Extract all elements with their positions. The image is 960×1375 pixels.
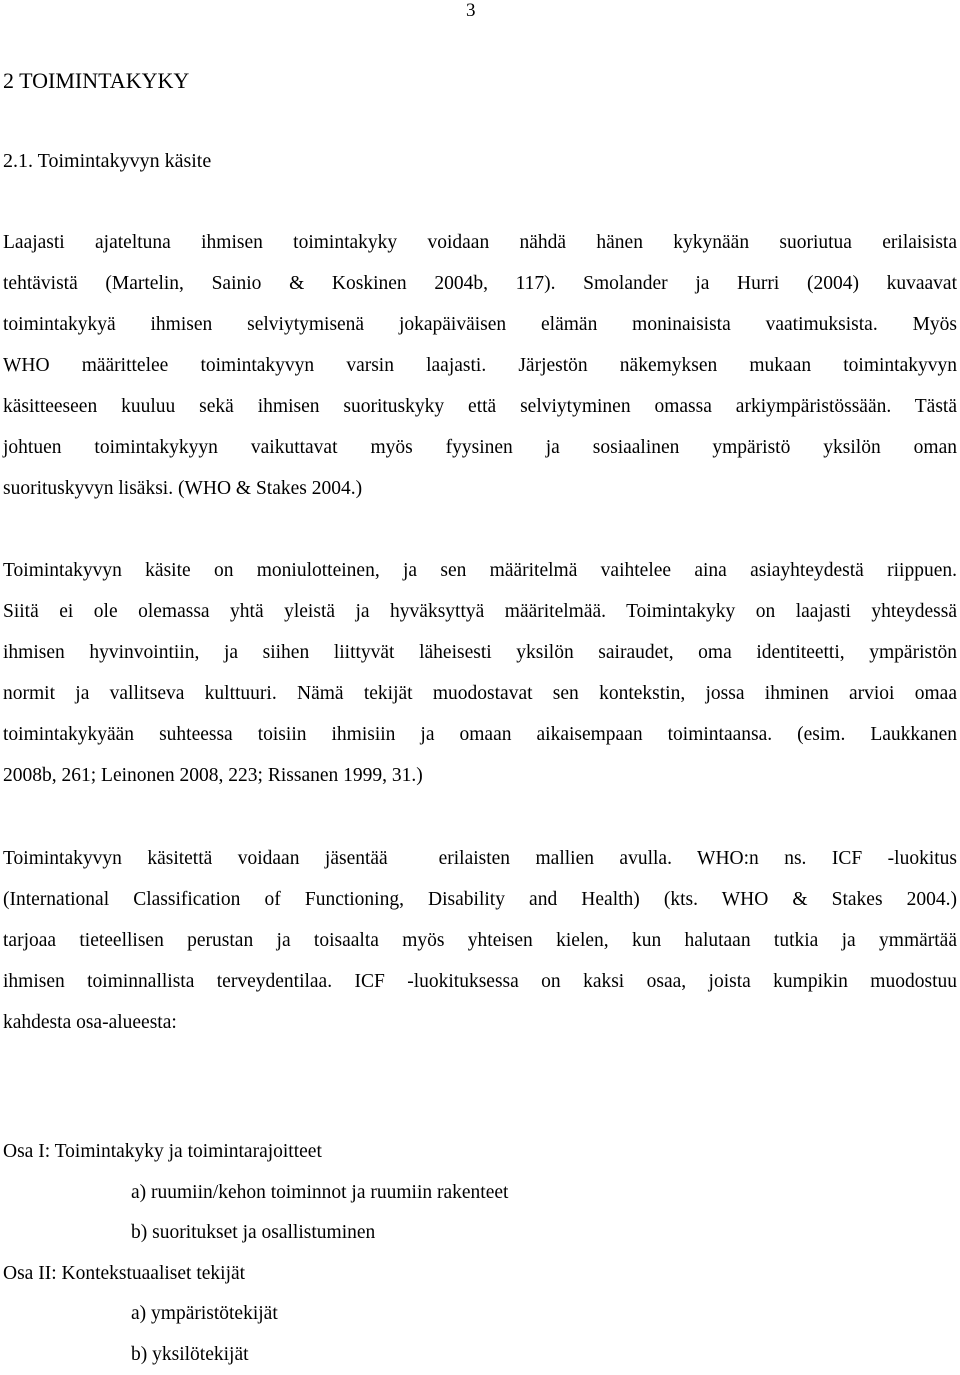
paragraph-line: Laajasti ajateltuna ihmisen toimintakyky voidaan nähdä hänen kykynään suoriutua erilaisista xyxy=(3,222,957,263)
paragraph-line: johtuen toimintakykyyn vaikuttavat myös fyysinen ja sosiaalinen ympäristö yksilön oman xyxy=(3,427,957,468)
paragraph-line: ihmisen toiminnallista terveydentilaa. ICF -luokituksessa on kaksi osaa, joista kumpikin muodostuu xyxy=(3,961,957,1002)
paragraph-line: 2008b, 261; Leinonen 2008, 223; Rissanen 1999, 31.) xyxy=(3,755,957,796)
paragraph-3 xyxy=(3,838,957,1043)
list-item-part-1: Osa I: Toimintakyky ja toimintarajoitteet xyxy=(3,1132,508,1173)
section-heading: 2.1. Toimintakyvyn käsite xyxy=(3,149,211,173)
page-number: 3 xyxy=(466,0,476,22)
paragraph-line: (International Classification of Functioning, Disability and Health) (kts. WHO & Stakes 2004.) xyxy=(3,879,957,920)
list-item-part-1-b: b) suoritukset ja osallistuminen xyxy=(3,1213,508,1254)
list-item-part-2: Osa II: Kontekstuaaliset tekijät xyxy=(3,1254,508,1295)
paragraph-line: normit ja vallitseva kulttuuri. Nämä tekijät muodostavat sen kontekstin, jossa ihminen arvioi omaa xyxy=(3,673,957,714)
paragraph-line: Toimintakyvyn käsitettä voidaan jäsentää erilaisten mallien avulla. WHO:n ns. ICF -luokitus xyxy=(3,838,957,879)
paragraph-line: Siitä ei ole olemassa yhtä yleistä ja hyväksyttyä määritelmää. Toimintakyky on laajasti yhteydessä xyxy=(3,591,957,632)
paragraph-line: Toimintakyvyn käsite on moniulotteinen, ja sen määritelmä vaihtelee aina asiayhteydestä riippuen. xyxy=(3,550,957,591)
list-item-part-1-a: a) ruumiin/kehon toiminnot ja ruumiin rakenteet xyxy=(3,1173,508,1214)
paragraph-line: suorituskyvyn lisäksi. (WHO & Stakes 2004.) xyxy=(3,468,957,509)
icf-parts-list xyxy=(3,1132,508,1375)
paragraph-line: tarjoaa tieteellisen perustan ja toisaalta myös yhteisen kielen, kun halutaan tutkia ja ymmärtää xyxy=(3,920,957,961)
paragraph-2 xyxy=(3,550,957,796)
paragraph-line: tehtävistä (Martelin, Sainio & Koskinen 2004b, 117). Smolander ja Hurri (2004) kuvaavat xyxy=(3,263,957,304)
paragraph-line: käsitteeseen kuuluu sekä ihmisen suorituskyky että selviytyminen omassa arkiympäristössään. Tästä xyxy=(3,386,957,427)
paragraph-line: kahdesta osa-alueesta: xyxy=(3,1002,957,1043)
list-item-part-2-a: a) ympäristötekijät xyxy=(3,1294,508,1335)
paragraph-1 xyxy=(3,222,957,509)
paragraph-line: toimintakykyä ihmisen selviytymisenä jokapäiväisen elämän moninaisista vaatimuksista. Myös xyxy=(3,304,957,345)
chapter-heading: 2 TOIMINTAKYKY xyxy=(3,68,189,94)
paragraph-line: ihmisen hyvinvointiin, ja siihen liittyvät läheisesti yksilön sairaudet, oma identiteetti, ympäristön xyxy=(3,632,957,673)
paragraph-line: toimintakykyään suhteessa toisiin ihmisiin ja omaan aikaisempaan toimintaansa. (esim. Laukkanen xyxy=(3,714,957,755)
list-item-part-2-b: b) yksilötekijät xyxy=(3,1335,508,1375)
paragraph-line: WHO määrittelee toimintakyvyn varsin laajasti. Järjestön näkemyksen mukaan toimintakyvyn xyxy=(3,345,957,386)
